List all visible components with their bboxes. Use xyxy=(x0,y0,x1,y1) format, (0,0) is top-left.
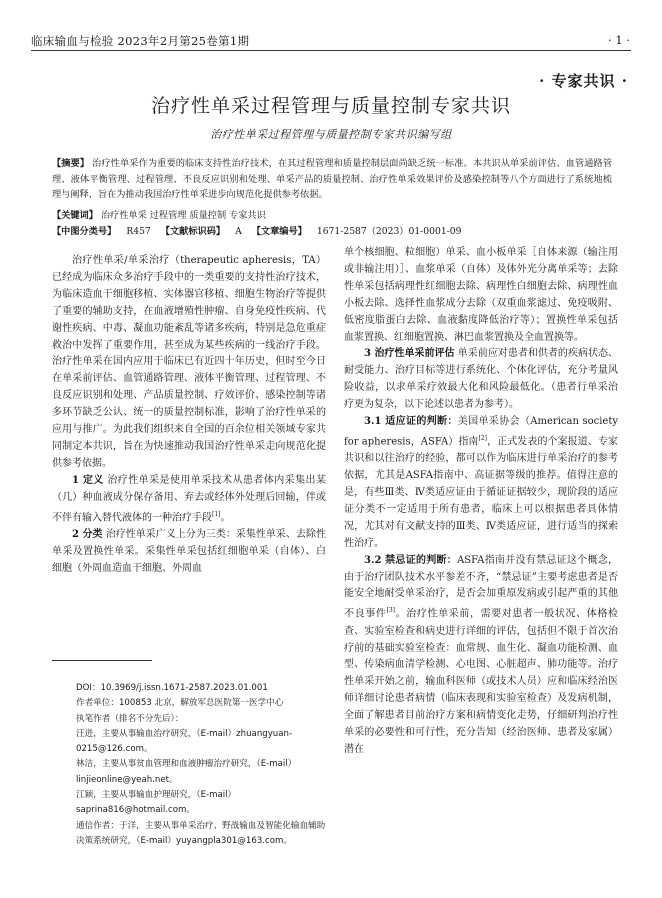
section-1-text: 治疗性单采是使用单采技术从患者体内采集出某（几）种血液成分保存备用、弃去或经体外处理后回输，伴或不伴有输入替代液体的一种治疗手段 xyxy=(52,474,326,523)
section-3-2-text-a: ASFA指南并没有禁忌证这个概念，由于治疗团队技术水平参差不齐，“禁忌证”主要考虑患者是否能安全地耐受单采治疗，是否会加重原发病或引起严重的其他不良事件 xyxy=(344,554,618,620)
article-number-value: 1671-2587（2023）01-0001-09 xyxy=(316,226,462,237)
classification-line xyxy=(52,223,612,237)
keywords-text: 治疗性单采 过程管理 质量控制 专家共识 xyxy=(100,210,266,221)
abstract xyxy=(52,156,612,203)
keywords xyxy=(52,207,612,221)
corresponding-author: 通信作者：于洋，主要从事单采治疗、野战输血及智能化输血辅助决策系统研究，（E-mail）yuyangpla301@163.com。 xyxy=(76,820,326,846)
section-2-heading: 2 分类 xyxy=(72,528,103,540)
footnotes xyxy=(52,681,326,849)
affiliation-line: 作者单位：100853 北京，解放军总医院第一医学中心 xyxy=(76,698,284,709)
footnote-author-2: 林洁，主要从事贫血管理和血液肿瘤治疗研究，（E-mail）linjieonline@yeah.net。 xyxy=(76,759,297,785)
section-3-1 xyxy=(344,414,618,553)
section-3-2-heading: 3.2 禁忌证的判断： xyxy=(364,554,458,566)
section-1 xyxy=(52,473,326,527)
section-3-1-text-a: 美国单采协会（American society for apheresis，ASFA）指南 xyxy=(344,416,618,448)
abstract-label: 【摘要】 xyxy=(52,158,90,169)
article-number-label: 【文章编号】 xyxy=(251,226,307,237)
article-title: 治疗性单采过程管理与质量控制专家共识 xyxy=(150,95,511,117)
citation-ref: [2] xyxy=(478,434,487,442)
doi-line: DOI：10.3969/j.issn.1671-2587.2023.01.001 xyxy=(76,683,268,693)
keywords-label: 【关键词】 xyxy=(52,210,98,221)
section-1-end: 。 xyxy=(220,511,231,523)
footnote-rule xyxy=(52,660,152,661)
right-column xyxy=(344,245,618,759)
section-3 xyxy=(344,346,618,414)
clc-value: R457 xyxy=(126,226,151,237)
clc-label: 【中图分类号】 xyxy=(52,226,117,237)
section-2-text: 治疗性单采广义上分为三类：采集性单采、去除性单采及置换性单采。采集性单采包括红细胞单采（自体）、白细胞（外周血造血干细胞、外周血 xyxy=(52,528,326,574)
section-3-2 xyxy=(344,553,618,759)
citation-ref: [3] xyxy=(386,607,395,615)
section-3-text: 单采前应对患者和供者的疾病状态、耐受能力、治疗目标等进行系统化、个体化评估，充分考量风险收益，以求单采疗效最大化和风险最低化。（患者行单采治疗更为复杂，以下论述以患者为参考）。 xyxy=(344,348,618,411)
section-2 xyxy=(52,527,326,578)
section-3-2-text-b: 。治疗性单采前，需要对患者一般状况、体格检查、实验室检查和病史进行详细的评估，包括但不限于首次治疗前的基础实验室检查：血常规、血生化、凝血功能检测、血型、传染病血清学检测、心电图、心脏超声、肺功能等。治疗性单采开始之前，输血科医师（或技术人员）应和临床经治医师详细讨论患者病情（临床表现和实验室检查）及发病机制，全面了解患者目前治疗方案和病情变化走势，仔细研判治疗性单采的必要性和可行性，充分告知（经治医师、患者及家属）潜在 xyxy=(344,608,619,755)
header-rule xyxy=(31,50,631,51)
intro-paragraph: 治疗性单采/单采治疗（therapeutic apheresis，TA）已经成为临床众多治疗手段中的一类重要的支持性治疗技术，为临床造血干细胞移植、实体器官移植、细胞生物治疗等提供了重要的辅助支持，在血液增殖性肿瘤、自身免疫性疾病、代谢性疾病、中毒、凝血功能紊乱等诸多疾病，特别是急危重症救治中发挥了重要作用，甚至成为某些疾病的一线治疗手段。治疗性单采在国内应用于临床已有近四十年历史，但时至今日在单采前评估、血管通路管理、液体平衡管理、过程管理、不良反应识别和处理、产品质量控制、疗效评价、感染控制等诸多环节缺乏公认、统一的质量控制标准，影响了治疗性单采的应用与推广。为此我们组织来自全国的百余位相关领域专家共同制定本共识，旨在为快速推动我国治疗性单采走向规范化提供参考依据。 xyxy=(52,255,326,469)
author-group: 治疗性单采过程管理与质量控制专家共识编写组 xyxy=(210,128,452,141)
doc-code-label: 【文献标识码】 xyxy=(160,226,226,237)
footnote-author-1: 汪进，主要从事输血治疗研究，（E-mail）zhuangyuan-0215@126.com。 xyxy=(76,728,293,755)
page-number: · 1 · xyxy=(608,33,630,47)
running-header-journal: 临床输血与检验 2023年2月第25卷第1期 xyxy=(31,34,250,48)
left-column xyxy=(52,253,326,578)
section-3-1-heading: 3.1 适应证的判断： xyxy=(364,416,458,428)
section-3-1-text-b: ，正式发表的个案报道、专家共识和以往治疗的经验，都可以作为临床进行单采治疗的参考依据，尤其是ASFA指南中、高证据等级的推荐。值得注意的是，有些Ⅲ类、Ⅳ类适应证由于循证证据较少，现阶段的适应证分类不一定适用于所有患者，临床上可以根据患者具体情况，尤其对有文献支持的Ⅲ类、Ⅳ类适应证，进行适当的探索性治疗。 xyxy=(344,436,618,549)
section-2-continued: 单个核细胞、粒细胞）单采、血小板单采［自体来源（输注用或非输注用）］、血浆单采（自体）及体外光分离单采等；去除性单采包括病理性红细胞去除、病理性白细胞去除、病理性血小板去除、选择性血浆成分去除（双重血浆滤过、免疫吸附、低密度脂蛋白去除、血液黏度降低治疗等）；置换性单采包括血浆置换、红细胞置换、淋巴血浆置换及全血置换等。 xyxy=(344,247,618,343)
column-tag: · 专家共识 · xyxy=(539,72,628,90)
footnote-author-3: 江颖，主要从事输血护理研究，（E-mail）saprina816@hotmail.com。 xyxy=(76,790,237,816)
section-3-heading: 3 治疗性单采前评估 xyxy=(364,348,455,360)
writers-line: 执笔作者（排名不分先后）： xyxy=(76,713,184,724)
citation-ref: [1] xyxy=(212,510,221,518)
section-1-heading: 1 定义 xyxy=(72,474,104,486)
doc-code-value: A xyxy=(235,226,242,237)
abstract-text: 治疗性单采作为重要的临床支持性治疗技术，在其过程管理和质量控制层面尚缺乏统一标准。本共识从单采前评估、血管通路管理、液体平衡管理、过程管理、不良反应识别和处理、单采产品的质量控制、治疗性单采效果评价及感染控制等八个方面进行了系统地梳理与阐释，旨在为推动我国治疗性单采进步向规范化提供参考依据。 xyxy=(52,158,613,200)
